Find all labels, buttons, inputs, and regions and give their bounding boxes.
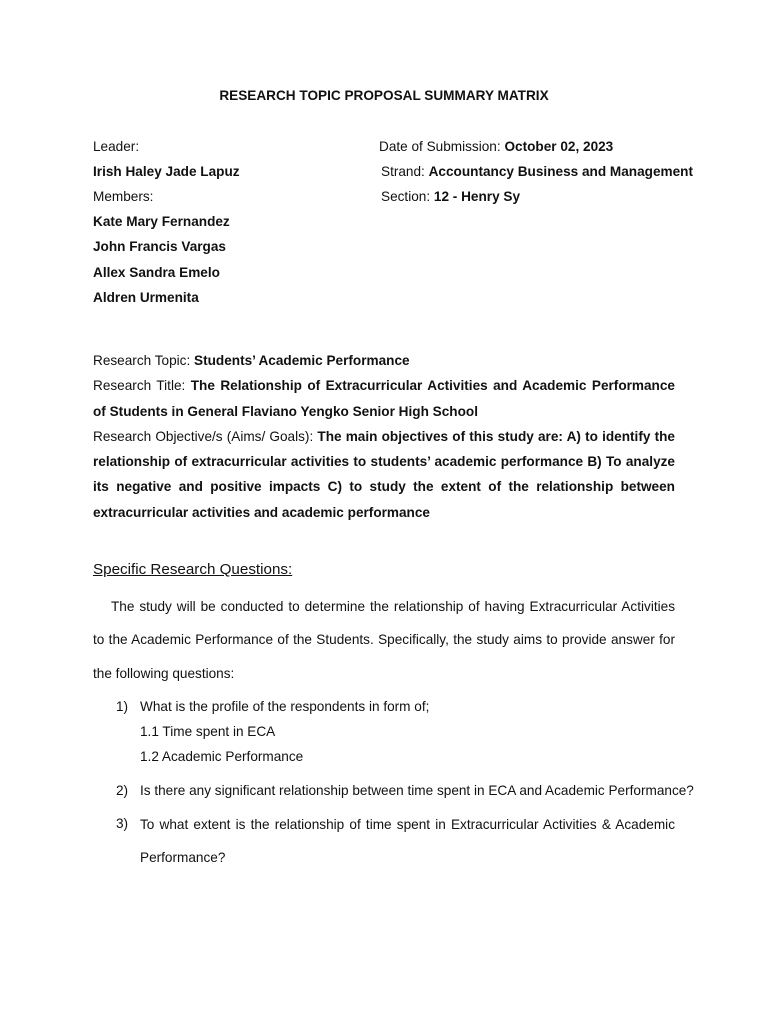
research-objectives bbox=[93, 424, 675, 525]
members-label: Members: bbox=[93, 189, 154, 204]
question-1-sub-2: 1.2 Academic Performance bbox=[140, 749, 304, 764]
member-name: Kate Mary Fernandez bbox=[93, 214, 230, 229]
research-details bbox=[93, 348, 675, 525]
date-value: October 02, 2023 bbox=[504, 139, 614, 154]
questions-intro: The study will be conducted to determine the relationship of having Extracurricular Activities to the Academic Performance of the Students. Specifically, the study aims to provide answer for the following questions: bbox=[93, 599, 675, 681]
date-label: Date of Submission: bbox=[379, 139, 505, 154]
research-objectives-label: Research Objective/s (Aims/ Goals): bbox=[93, 428, 318, 444]
date-of-submission bbox=[379, 139, 613, 154]
question-number: 1) bbox=[116, 699, 129, 714]
strand-value: Accountancy Business and Management bbox=[428, 164, 693, 179]
research-topic-value: Students’ Academic Performance bbox=[194, 353, 410, 368]
research-topic-label: Research Topic: bbox=[93, 353, 194, 368]
question-3-text: To what extent is the relationship of time spent in Extracurricular Activities & Academic Performance? bbox=[140, 817, 675, 866]
member-name: Aldren Urmenita bbox=[93, 290, 199, 305]
section-value: 12 - Henry Sy bbox=[433, 189, 521, 204]
research-title-label: Research Title: bbox=[93, 378, 191, 394]
question-2-text: Is there any significant relationship between time spent in ECA and Academic Performance? bbox=[140, 783, 694, 798]
section bbox=[381, 189, 520, 204]
research-title-value: The Relationship of Extracurricular Activities and Academic Performance of Students in General Flaviano Yengko Senior High School bbox=[93, 378, 675, 419]
research-objectives-value: The main objectives of this study are: A) to identify the relationship of extracurricular activities to students’ academic performance B) To analyze its negative and positive impacts C) to study the extent of the relationship between extracurricular activities and academic performance bbox=[93, 428, 675, 520]
question-1-sub-1: 1.1 Time spent in ECA bbox=[140, 724, 276, 739]
member-name: Allex Sandra Emelo bbox=[93, 265, 220, 280]
question-1-text: What is the profile of the respondents in form of; bbox=[140, 699, 430, 714]
document-title: RESEARCH TOPIC PROPOSAL SUMMARY MATRIX bbox=[219, 88, 549, 103]
questions-heading: Specific Research Questions: bbox=[93, 561, 293, 578]
research-topic bbox=[93, 348, 675, 373]
strand bbox=[381, 164, 693, 179]
question-number: 2) bbox=[116, 783, 129, 798]
section-label: Section: bbox=[381, 189, 434, 204]
question-number: 3) bbox=[116, 816, 129, 831]
leader-label: Leader: bbox=[93, 139, 140, 154]
leader-name: Irish Haley Jade Lapuz bbox=[93, 164, 240, 179]
strand-label: Strand: bbox=[381, 164, 429, 179]
member-name: John Francis Vargas bbox=[93, 239, 226, 254]
research-title bbox=[93, 373, 675, 424]
